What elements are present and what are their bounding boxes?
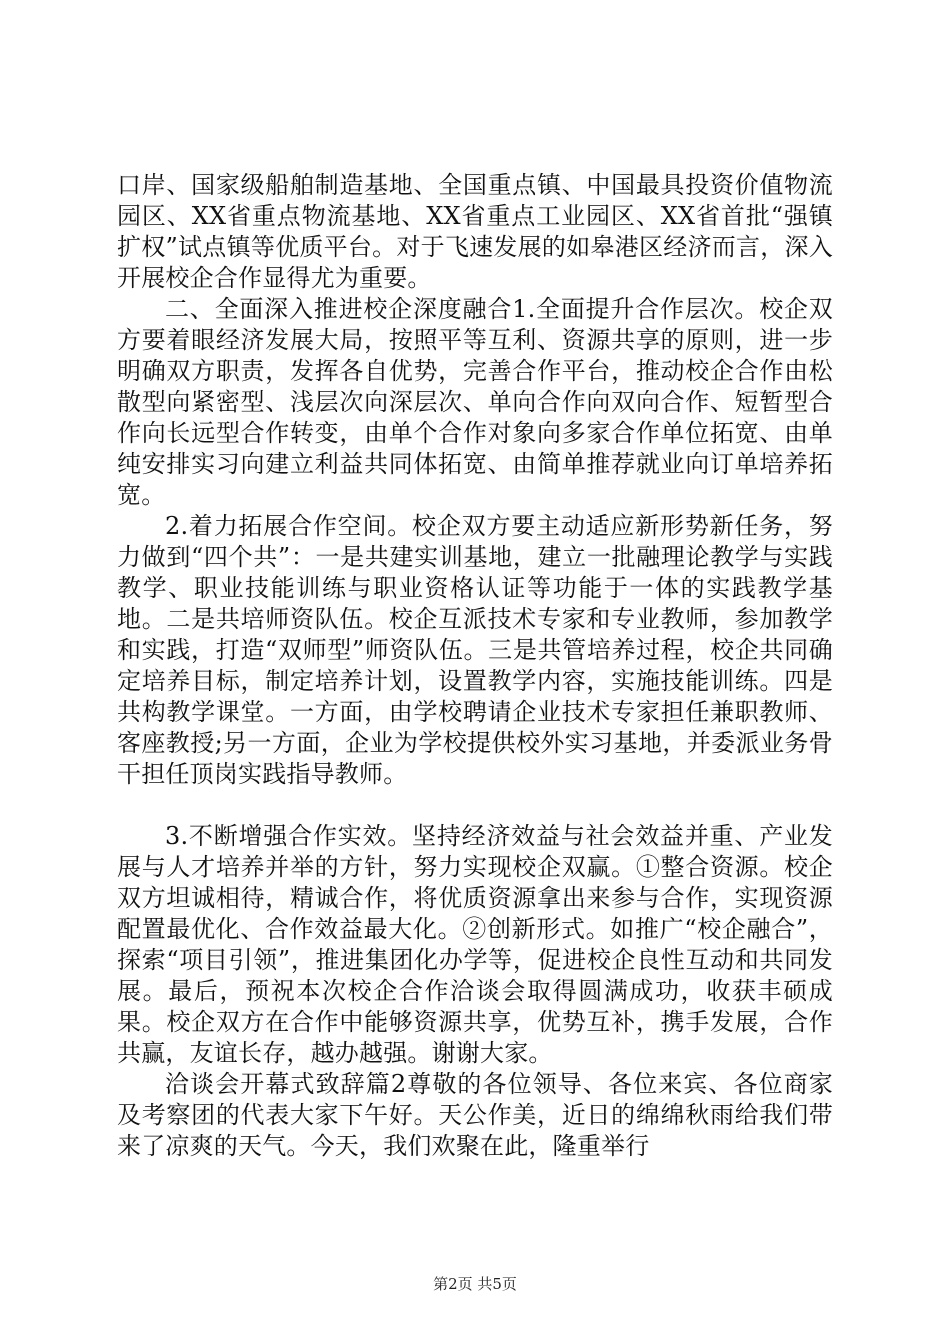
paragraph-intro-continued: 口岸、国家级船舶制造基地、全国重点镇、中国最具投资价值物流园区、XX省重点物流基地、XX省重点工业园区、XX省首批“强镇扩权”试点镇等优质平台。对于飞速发展的如皋港区经济而言，深入开展校企合作显得尤为重要。 (117, 171, 833, 292)
paragraph-expand-cooperation: 2.着力拓展合作空间。校企双方要主动适应新形势新任务，努力做到“四个共”：一是共建实训基地，建立一批融理论教学与实践教学、职业技能训练与职业资格认证等功能于一体的实践教学基地。二是共培师资队伍。校企互派技术专家和专业教师，参加教学和实践，打造“双师型”师资队伍。三是共管培养过程，校企共同确定培养目标，制定培养计划，设置教学内容，实施技能训练。四是共构教学课堂。一方面，由学校聘请企业技术专家担任兼职教师、客座教授;另一方面，企业为学校提供校外实习基地，并委派业务骨干担任顶岗实践指导教师。 (117, 512, 833, 788)
page-number-footer: 第2页 共5页 (433, 1275, 517, 1293)
paragraph-speech-two: 洽谈会开幕式致辞篇2尊敬的各位领导、各位来宾、各位商家及考察团的代表大家下午好。天公作美，近日的绵绵秋雨给我们带来了凉爽的天气。今天，我们欢聚在此，隆重举行 (117, 1070, 833, 1160)
document-body (117, 170, 833, 1162)
paragraph-enhance-effect: 3.不断增强合作实效。坚持经济效益与社会效益并重、产业发展与人才培养并举的方针，努力实现校企双赢。①整合资源。校企双方坦诚相待，精诚合作，将优质资源拿出来参与合作，实现资源配置最优化、合作效益最大化。②创新形式。如推广“校企融合”，探索“项目引领”，推进集团化办学等，促进校企良性互动和共同发展。最后，预祝本次校企合作洽谈会取得圆满成功，收获丰硕成果。校企双方在合作中能够资源共享，优势互补，携手发展，合作共赢，友谊长存，越办越强。谢谢大家。 (117, 822, 833, 1067)
paragraph-section-two: 二、全面深入推进校企深度融合1.全面提升合作层次。校企双方要着眼经济发展大局，按照平等互利、资源共享的原则，进一步明确双方职责，发挥各自优势，完善合作平台，推动校企合作由松散型向紧密型、浅层次向深层次、单向合作向双向合作、短暂型合作向长远型合作转变，由单个合作对象向多家合作单位拓宽、由单纯安排实习向建立利益共同体拓宽、由简单推荐就业向订单培养拓宽。 (117, 295, 833, 509)
